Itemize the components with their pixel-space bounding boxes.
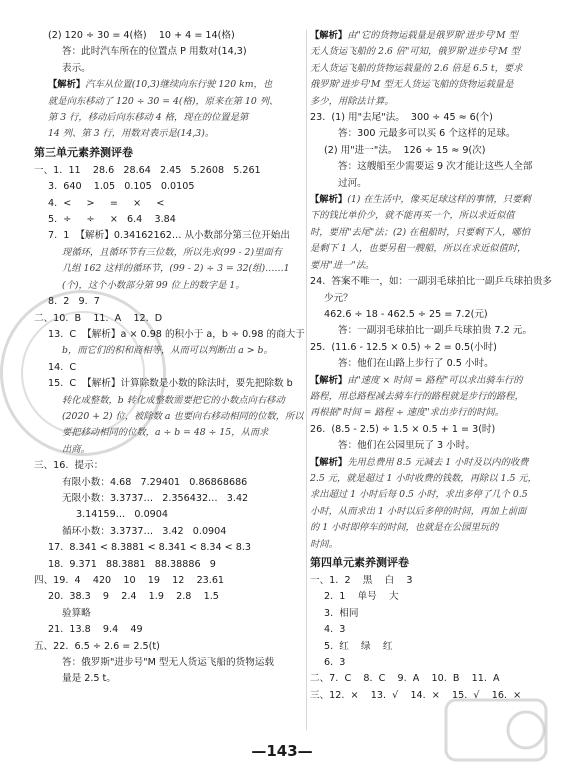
analysis-line bbox=[310, 487, 544, 503]
line-text: 答：一副羽毛球拍比一副乒乓球拍贵 7.2 元。 bbox=[338, 325, 533, 337]
analysis-line bbox=[310, 373, 544, 389]
answer-line bbox=[310, 622, 544, 638]
answer-line bbox=[34, 458, 304, 474]
analysis-line bbox=[310, 471, 544, 487]
line-text: 答：300 元最多可以买 6 个这样的足球。 bbox=[338, 128, 516, 140]
analysis-line bbox=[310, 192, 544, 208]
line-text: 24. 答案不唯一，如：一副羽毛球拍比一副乒乓球拍贵多 bbox=[310, 276, 553, 288]
line-text: 7. 1 【解析】0.34162162… 从小数部分第三位开始出 bbox=[48, 230, 290, 242]
line-text: 13. C 【解析】a × 0.98 的积小于 a，b ÷ 0.98 的商大于 bbox=[48, 328, 305, 340]
answer-line bbox=[34, 655, 304, 671]
line-text: 二、10. B 11. A 12. D bbox=[34, 312, 163, 324]
line-text: 表示。 bbox=[62, 62, 91, 74]
answer-line bbox=[34, 28, 304, 44]
line-text: 答：这艘船至少需要运 9 次才能让这些人全部 bbox=[338, 161, 533, 173]
line-text: 2.5 元，就是超过 1 小时收费的钱数，再除以 1.5 元， bbox=[310, 472, 537, 484]
answer-line bbox=[310, 159, 544, 175]
line-text: 一、1. 2 黑 白 3 bbox=[310, 575, 413, 586]
analysis-tag: 【解析】 bbox=[310, 374, 348, 386]
line-text: 5. ÷ ÷ × 6.4 3.84 bbox=[48, 214, 176, 226]
line-text: 是剩下 1 人，也要另租一艘船，所以在求近似值时， bbox=[310, 243, 527, 255]
line-text: (2) 120 ÷ 30 = 4(格) 10 + 4 = 14(格) bbox=[48, 30, 235, 41]
line-text: 现循环，且循环节有三位数，所以先求(99 - 2)里面有 bbox=[62, 246, 282, 258]
analysis-line bbox=[34, 126, 304, 142]
line-text: 无限小数：3.3737… 2.356432… 3.42 bbox=[62, 492, 249, 504]
line-text: 4. 3 bbox=[324, 624, 346, 636]
answer-line bbox=[310, 274, 553, 290]
line-text: 第四单元素养测评卷 bbox=[310, 556, 409, 569]
line-text: (个)，这个小数部分第 99 位上的数字是 1。 bbox=[62, 279, 245, 291]
answer-line bbox=[310, 606, 544, 622]
answer-line bbox=[34, 557, 304, 573]
line-text: 三、16. 提示： bbox=[34, 460, 104, 472]
answer-line bbox=[34, 179, 304, 195]
answer-line bbox=[34, 196, 304, 212]
line-text: 4. < > = × < bbox=[48, 197, 165, 209]
line-text: b，而它们的积和商相等，从而可以判断出 a > b。 bbox=[62, 345, 273, 357]
line-text: 14. C bbox=[48, 361, 77, 373]
line-text: 14 列、第 3 行，用数对表示是(14,3)。 bbox=[48, 128, 215, 140]
answer-line bbox=[34, 589, 304, 605]
line-text: (2020 + 2) 位，被除数 a 也要向右移动相同的位数，所以 bbox=[62, 410, 304, 422]
line-text: 少元？ bbox=[324, 292, 353, 304]
line-text: 2. 1 单号 大 bbox=[324, 591, 399, 603]
answer-line bbox=[34, 376, 304, 392]
analysis-tag: 【解析】 bbox=[310, 456, 348, 468]
answer-line bbox=[34, 163, 304, 179]
line-text: 答：他们在公园里玩了 3 小时。 bbox=[338, 440, 475, 452]
answer-line bbox=[34, 507, 304, 523]
line-text: 答：俄罗斯"进步号"M 型无人货运飞船的货物运载 bbox=[62, 657, 275, 669]
answer-line bbox=[34, 61, 304, 77]
line-text: 3. 相同 bbox=[324, 607, 359, 619]
analysis-line bbox=[310, 405, 544, 421]
answer-line bbox=[310, 176, 544, 192]
line-text: 无人货运飞船的货物运载量的 2.6 倍是 6.5 t，要求 bbox=[310, 62, 523, 74]
line-text: 第三单元素养测评卷 bbox=[34, 145, 133, 159]
line-text: 一、1. 11 28.6 28.64 2.45 5.2608 5.261 bbox=[34, 164, 261, 176]
analysis-line bbox=[34, 425, 304, 441]
line-text: 五、22. 6.5 ÷ 2.6 = 2.5(t) bbox=[34, 640, 160, 652]
answer-line bbox=[34, 311, 304, 327]
line-text: 时，要用"去尾"法；(2) 在租船时，只要剩下人，哪怕 bbox=[310, 226, 530, 238]
line-text: 要把移动相同的位数，a ÷ b = 48 ÷ 15，从而求 bbox=[62, 427, 269, 439]
line-text: 四、19. 4 420 10 19 12 23.61 bbox=[34, 575, 225, 586]
section-heading bbox=[34, 144, 304, 162]
analysis-line bbox=[310, 504, 544, 520]
answer-line bbox=[310, 126, 544, 142]
answer-line bbox=[34, 491, 304, 507]
line-text: 量是 2.5 t。 bbox=[62, 673, 116, 685]
line-text: (2) 用"进一"法。 126 ÷ 15 ≈ 9(次) bbox=[324, 144, 486, 156]
analysis-line bbox=[310, 61, 544, 77]
line-text: 8. 2 9. 7 bbox=[48, 296, 100, 308]
answer-line bbox=[310, 323, 544, 339]
answer-line bbox=[310, 422, 544, 438]
answer-line bbox=[34, 212, 304, 228]
answer-line bbox=[310, 340, 544, 356]
answer-line bbox=[310, 573, 544, 589]
answer-line bbox=[310, 655, 544, 671]
line-text: 要用"进一"法。 bbox=[310, 259, 375, 271]
page-number: —143— bbox=[251, 742, 313, 760]
line-text: 俄罗斯'进步号'M 型无人货运飞船的货物运载量是 bbox=[310, 79, 514, 91]
line-text: 时间。 bbox=[310, 538, 338, 550]
line-text: 3. 640 1.05 0.105 0.0105 bbox=[48, 181, 195, 193]
section-heading bbox=[310, 554, 544, 572]
line-text: 26. (8.5 - 2.5) ÷ 1.5 × 0.5 + 1 = 3(时) bbox=[310, 423, 496, 435]
line-text: 多少，用除法计算。 bbox=[310, 95, 394, 107]
answer-line bbox=[34, 524, 304, 540]
line-text: 求出超过 1 小时后每 0.5 小时，求出多停了几个 0.5 bbox=[310, 489, 528, 501]
answer-line bbox=[310, 589, 544, 605]
analysis-line bbox=[310, 258, 544, 274]
analysis-line bbox=[310, 44, 544, 60]
line-text: 25. (11.6 - 12.5 × 0.5) ÷ 2 = 0.5(小时) bbox=[310, 341, 497, 353]
line-text: (1) 在生活中，像买足球这样的事情，只要剩 bbox=[347, 194, 531, 206]
line-text: 几组 162 这样的循环节，(99 - 2) ÷ 3 = 32(组)……1 bbox=[62, 263, 290, 275]
line-text: 小时，从而求出 1 小时以后多停的时间，再加上前面 bbox=[310, 505, 527, 517]
analysis-line bbox=[310, 94, 544, 110]
answer-line bbox=[34, 475, 304, 491]
line-text: 转化成整数，b 转化成整数需要把它的小数点向右移动 bbox=[62, 394, 285, 406]
analysis-line bbox=[310, 208, 544, 224]
answer-line bbox=[310, 291, 544, 307]
line-text: 18. 9.371 88.3881 88.38886 9 bbox=[48, 558, 216, 570]
answer-line bbox=[310, 688, 544, 704]
analysis-line bbox=[34, 110, 304, 126]
line-text: 第 3 行，移动后向东移动 4 格，现在的位置是第 bbox=[48, 112, 249, 124]
line-text: 462.6 ÷ 18 - 462.5 ÷ 25 = 7.2(元) bbox=[324, 308, 488, 320]
line-text: 下的钱比单价少，就不能再买一个，所以求近似值 bbox=[310, 210, 515, 222]
line-text: 17. 8.341 < 8.3881 < 8.341 < 8.34 < 8.3 bbox=[48, 542, 252, 554]
analysis-line bbox=[34, 393, 304, 409]
line-text: 三、12. × 13. √ 14. × 15. √ 16. × bbox=[310, 689, 522, 701]
line-text: 的 1 小时即停车的时间，也就是在公园里玩的 bbox=[310, 522, 499, 534]
analysis-line bbox=[34, 343, 304, 359]
analysis-line bbox=[310, 77, 544, 93]
line-text: 过河。 bbox=[338, 177, 367, 189]
answer-line bbox=[34, 606, 304, 622]
analysis-tag: 【解析】 bbox=[310, 30, 348, 41]
line-text: 就是向东移动了 120 ÷ 30 = 4(格)，原来在第 10 列、 bbox=[48, 95, 279, 107]
line-text: 验算略 bbox=[62, 607, 91, 619]
answer-line bbox=[34, 622, 304, 638]
answer-line bbox=[34, 44, 304, 60]
line-text: 3.14159… 0.0904 bbox=[76, 509, 168, 521]
line-text: 路程，用总路程减去骑车行的路程就是步行的路程， bbox=[310, 390, 524, 402]
analysis-line bbox=[310, 225, 544, 241]
analysis-line bbox=[310, 241, 544, 257]
answer-line bbox=[34, 573, 304, 589]
line-text: 答：他们在山路上步行了 0.5 小时。 bbox=[338, 358, 494, 370]
answer-line bbox=[34, 671, 304, 687]
answer-line bbox=[310, 143, 544, 159]
line-text: 6. 3 bbox=[324, 657, 346, 669]
line-text: 由"它的货物运载量是俄罗斯'进步号'M 型 bbox=[347, 30, 518, 41]
analysis-line bbox=[310, 389, 544, 405]
right-column bbox=[310, 28, 553, 704]
analysis-line bbox=[34, 77, 304, 93]
analysis-line bbox=[34, 94, 304, 110]
analysis-line bbox=[34, 442, 304, 458]
answer-line bbox=[310, 356, 544, 372]
line-text: 有限小数：4.68 7.29401 0.86868686 bbox=[62, 476, 248, 488]
answer-line bbox=[34, 540, 304, 556]
column-divider bbox=[306, 30, 307, 730]
line-text: 20. 38.3 9 2.4 1.9 2.8 1.5 bbox=[48, 591, 219, 603]
answer-line bbox=[310, 639, 544, 655]
line-text: 5. 红 绿 红 bbox=[324, 640, 393, 652]
analysis-line bbox=[310, 28, 544, 44]
answer-line bbox=[34, 228, 304, 244]
line-text: 23. (1) 用"去尾"法。 300 ÷ 45 ≈ 6(个) bbox=[310, 112, 493, 124]
analysis-line bbox=[34, 409, 304, 425]
analysis-line bbox=[34, 245, 304, 261]
analysis-line bbox=[310, 520, 544, 536]
analysis-line bbox=[34, 278, 304, 294]
line-text: 答：此时汽车所在的位置点 P 用数对(14,3) bbox=[62, 46, 247, 58]
line-text: 出商。 bbox=[62, 443, 90, 455]
line-text: 循环小数：3.3737… 3.42 0.0904 bbox=[62, 525, 227, 537]
line-text: 先用总费用 8.5 元减去 1 小时及以内的收费 bbox=[347, 456, 529, 468]
left-column bbox=[34, 28, 304, 688]
answer-line bbox=[34, 639, 304, 655]
answer-line bbox=[34, 360, 304, 376]
analysis-line bbox=[34, 261, 304, 277]
line-text: 21. 13.8 9.4 49 bbox=[48, 624, 143, 636]
line-text: 15. C 【解析】计算除数是小数的除法时，要先把除数 b bbox=[48, 378, 293, 390]
analysis-tag: 【解析】 bbox=[310, 194, 348, 206]
line-text: 汽车从位置(10,3)继续向东行驶 120 km，也 bbox=[85, 79, 273, 91]
answer-line bbox=[310, 307, 544, 323]
answer-line bbox=[310, 110, 544, 126]
line-text: 由"速度 × 时间 = 路程"可以求出骑车行的 bbox=[347, 374, 523, 386]
analysis-tag: 【解析】 bbox=[48, 79, 86, 91]
answer-line bbox=[34, 294, 304, 310]
line-text: 二、7. C 8. C 9. A 10. B 11. A bbox=[310, 673, 500, 685]
analysis-line bbox=[310, 537, 544, 553]
line-text: 再根据"时间 = 路程 ÷ 速度"求出步行的时间。 bbox=[310, 407, 504, 419]
analysis-line bbox=[310, 455, 544, 471]
answer-line bbox=[310, 671, 544, 687]
line-text: 无人货运飞船的 2.6 倍"可知，俄罗斯'进步号'M 型 bbox=[310, 46, 520, 58]
answer-line bbox=[310, 438, 544, 454]
answer-line bbox=[34, 327, 304, 343]
